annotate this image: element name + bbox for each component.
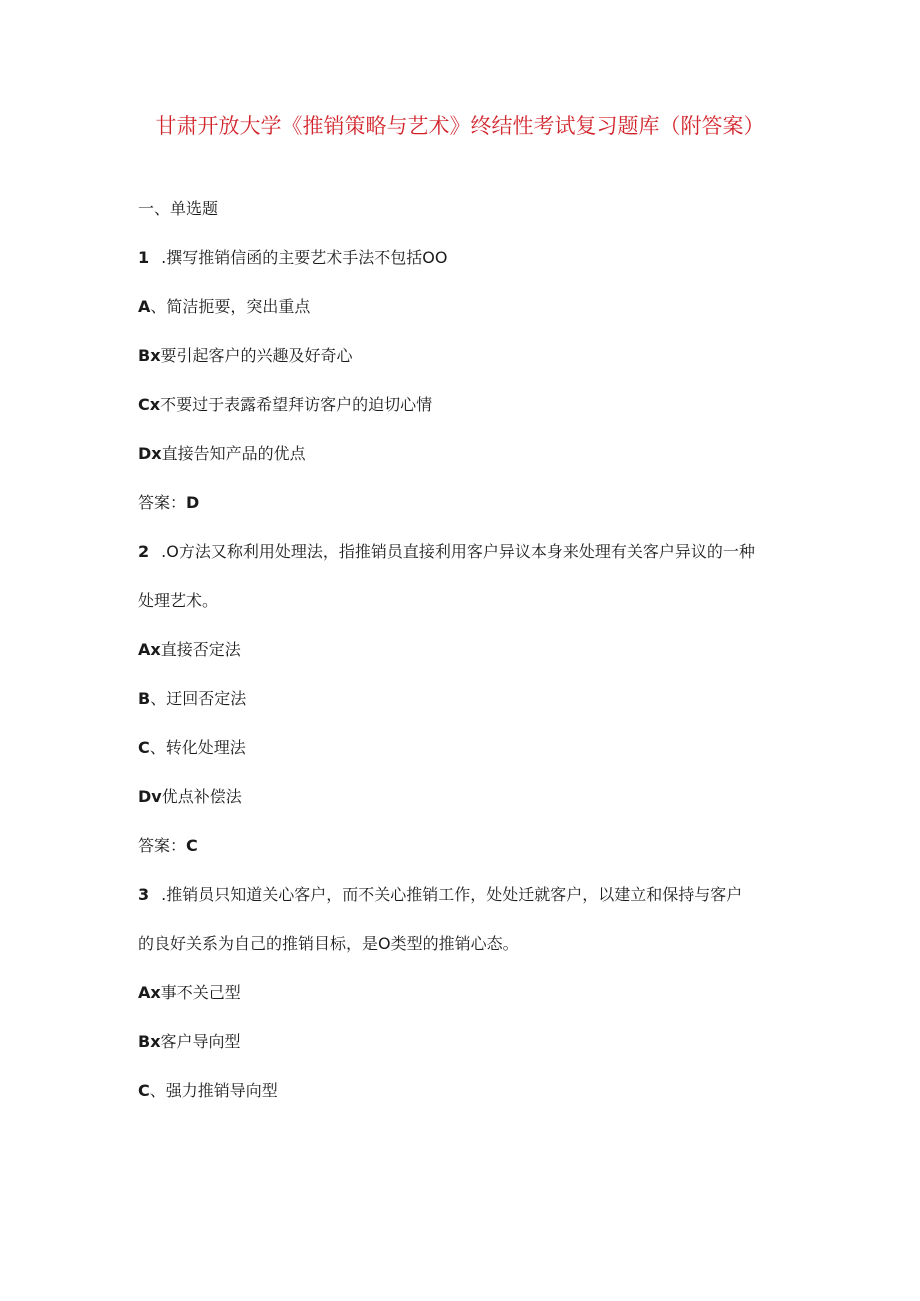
question-stem-text: .O方法又称利用处理法，指推销员直接利用客户异议本身来处理有关客户异议的一种 — [161, 542, 755, 561]
answer-value: D — [186, 493, 200, 512]
option-text: 强力推销导向型 — [165, 1081, 278, 1100]
question-2-stem — [138, 540, 755, 564]
question-3-option-a — [138, 981, 241, 1005]
option-separator: 、 — [149, 738, 166, 757]
question-1-stem — [138, 246, 447, 270]
option-text: 不要过于表露希望拜访客户的迫切心情 — [160, 395, 433, 414]
question-1-option-c — [138, 393, 432, 417]
question-1-answer — [138, 491, 199, 515]
option-text: 迂回否定法 — [166, 689, 247, 708]
question-3-option-c — [138, 1079, 278, 1103]
option-separator: 、 — [150, 297, 167, 316]
option-letter: Dx — [138, 444, 162, 463]
question-1-option-b — [138, 344, 353, 368]
option-letter: A — [138, 297, 151, 316]
option-text: 优点补偿法 — [161, 787, 242, 806]
answer-label: 答案： — [138, 493, 187, 512]
option-letter: C — [138, 738, 150, 757]
question-1-option-a — [138, 295, 310, 319]
question-3-stem — [138, 883, 742, 907]
option-text: 要引起客户的兴趣及好奇心 — [160, 346, 353, 365]
option-text: 客户导向型 — [160, 1032, 241, 1051]
option-text: 直接告知产品的优点 — [161, 444, 306, 463]
question-1-option-d — [138, 442, 306, 466]
question-3-stem-continued: 的良好关系为自己的推销目标，是O类型的推销心态。 — [138, 934, 519, 953]
option-letter: Bx — [138, 346, 161, 365]
option-letter: Ax — [138, 640, 161, 659]
option-letter: C — [138, 1081, 150, 1100]
option-letter: Cx — [138, 395, 161, 414]
option-letter: Ax — [138, 983, 161, 1002]
option-text: 转化处理法 — [165, 738, 246, 757]
question-number: 2 — [138, 542, 150, 561]
question-3-option-b — [138, 1030, 241, 1054]
question-2-option-b — [138, 687, 246, 711]
question-stem-text: .撰写推销信函的主要艺术手法不包括OO — [161, 248, 448, 267]
option-text: 直接否定法 — [160, 640, 241, 659]
option-letter: B — [138, 689, 151, 708]
question-2-stem-continued: 处理艺术。 — [138, 591, 219, 610]
option-letter: Bx — [138, 1032, 161, 1051]
question-2-option-c — [138, 736, 246, 760]
option-text: 事不关己型 — [160, 983, 241, 1002]
question-number: 3 — [138, 885, 150, 904]
question-2-option-d — [138, 785, 242, 809]
answer-value: C — [186, 836, 198, 855]
question-stem-text: .推销员只知道关心客户，而不关心推销工作，处处迁就客户，以建立和保持与客户 — [161, 885, 743, 904]
question-number: 1 — [138, 248, 150, 267]
question-2-option-a — [138, 638, 241, 662]
answer-label: 答案： — [138, 836, 187, 855]
option-separator: 、 — [150, 689, 167, 708]
document-title: 甘肃开放大学《推销策略与艺术》终结性考试复习题库（附答案） — [155, 114, 765, 138]
option-text: 简洁扼要，突出重点 — [166, 297, 311, 316]
question-2-answer — [138, 834, 198, 858]
section-heading: 一、单选题 — [138, 199, 219, 218]
option-separator: 、 — [149, 1081, 166, 1100]
option-letter: Dv — [138, 787, 162, 806]
